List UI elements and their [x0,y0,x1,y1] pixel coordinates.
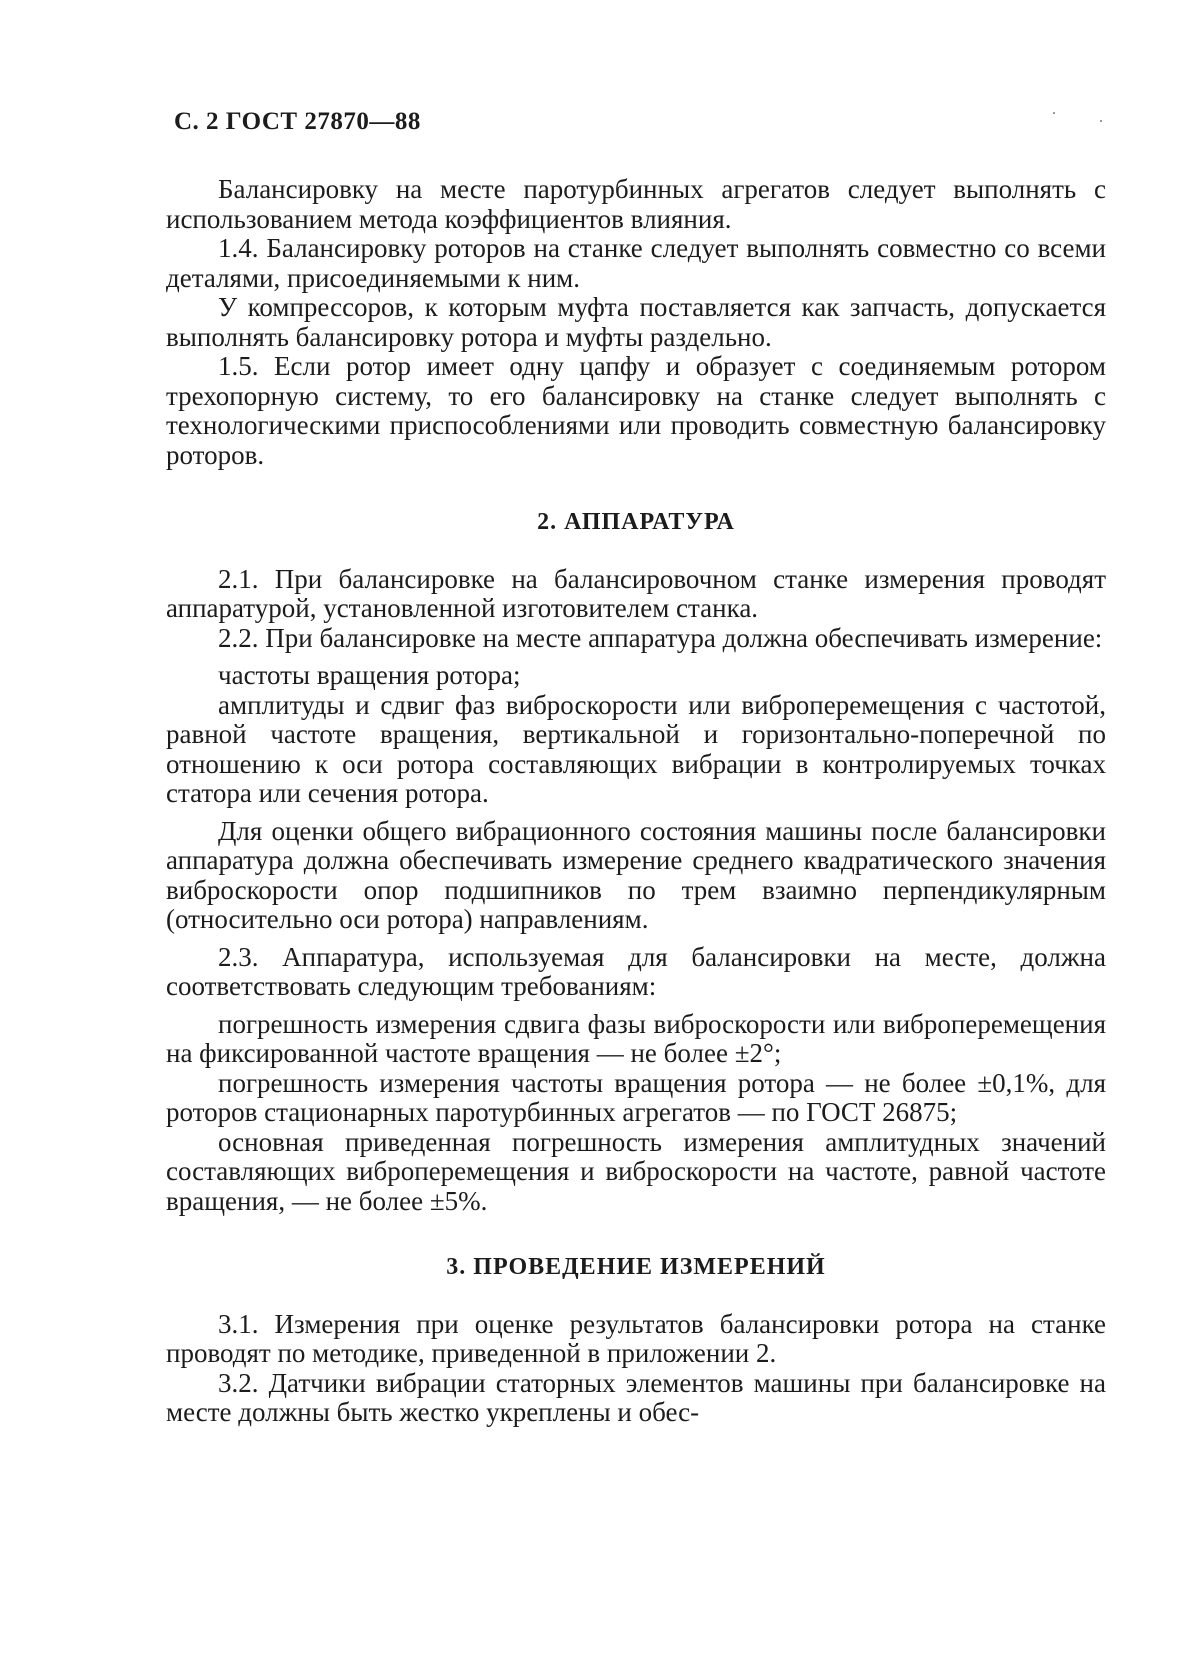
paragraph-3-1: 3.1. Измерения при оценке результатов балансировки ротора на станке проводят по методике, приведенной в приложении 2. [166,1308,1106,1368]
document-body [166,175,1106,1428]
list-item-rotation-frequency: частоты вращения ротора; [218,660,521,690]
scan-speck [1100,120,1102,122]
paragraph-1-4-compressors: У компрессоров, к которым муфта поставляется как запчасть, допускается выполнять балансировку ротора и муфты раздельно. [166,292,1106,352]
section-heading-2: 2. АППАРАТУРА [537,509,735,535]
paragraph-3-2: 3.2. Датчики вибрации статорных элементов машины при балансировке на месте должны быть жестко укреплены и обес- [166,1367,1106,1427]
list-item-frequency-error: погрешность измерения частоты вращения ротора — не более ±0,1%, для роторов стационарных паротурбинных агрегатов — по ГОСТ 26875; [166,1067,1106,1127]
paragraph-balancing-method: Балансировку на месте паротурбинных агрегатов следует выполнять с использованием метода коэффициентов влияния. [166,174,1106,234]
paragraph-1-5: 1.5. Если ротор имеет одну цапфу и образует с соединяемым ротором трехопорную систему, то его балансировку на станке следует выполнять с технологическими приспособлениями или проводить совместную балансировку роторов. [166,351,1106,470]
paragraph-2-2: 2.2. При балансировке на месте аппаратура должна обеспечивать измерение: [218,622,1103,653]
page-header: С. 2 ГОСТ 27870—88 [174,108,421,135]
list-item-amplitude-phase: амплитуды и сдвиг фаз виброскорости или виброперемещения с частотой, равной частоте вращения, вертикальной и горизонтально-поперечной по отношению к оси ротора составляющих вибрации в контролируемых точках статора или сечения ротора. [166,689,1106,808]
list-item-phase-error: погрешность измерения сдвига фазы виброскорости или виброперемещения на фиксированной частоте вращения — не более ±2°; [166,1008,1106,1068]
paragraph-1-4: 1.4. Балансировку роторов на станке следует выполнять совместно со всеми деталями, присоединяемыми к ним. [166,233,1106,293]
section-heading-3: 3. ПРОВЕДЕНИЕ ИЗМЕРЕНИЙ [446,1254,826,1280]
paragraph-2-3: 2.3. Аппаратура, используемая для балансировки на месте, должна соответствовать следующим требованиям: [166,941,1106,1001]
list-item-amplitude-error: основная приведенная погрешность измерения амплитудных значений составляющих виброперемещения и виброскорости на частоте, равной частоте вращения, — не более ±5%. [166,1126,1106,1216]
paragraph-2-1: 2.1. При балансировке на балансировочном станке измерения проводят аппаратурой, установленной изготовителем станка. [166,563,1106,623]
scan-speck [1053,112,1055,114]
paragraph-2-2-vibration-state: Для оценки общего вибрационного состояния машины после балансировки аппаратура должна обеспечивать измерение среднего квадратического значения виброскорости опор подшипников по трем взаимно перпендикулярным (относительно оси ротора) направлениям. [166,815,1106,934]
